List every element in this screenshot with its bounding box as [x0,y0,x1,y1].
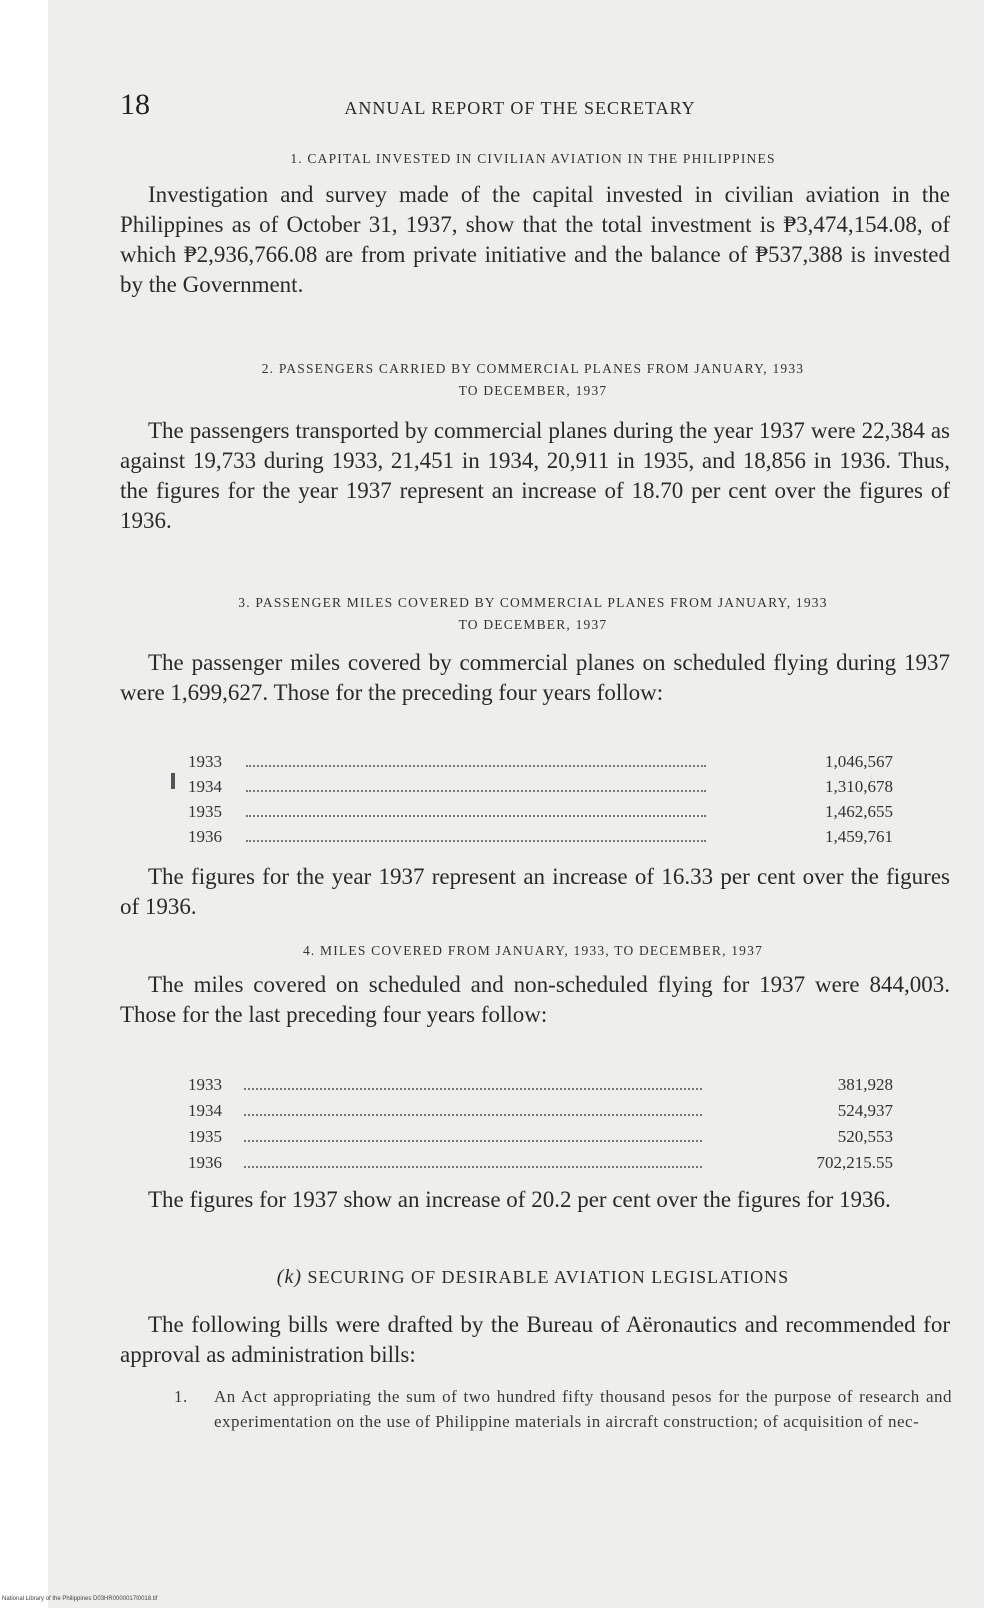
table-value: 1,310,678 [825,777,893,796]
section-1-heading: 1. CAPITAL INVESTED IN CIVILIAN AVIATION IN THE PHILIPPINES [290,151,776,166]
section-2-heading-line-2: TO DECEMBER, 1937 [458,383,608,398]
leader-dots [244,1166,702,1168]
page-header [120,88,920,128]
table-row [188,1099,893,1123]
section-3-heading-line-2: TO DECEMBER, 1937 [458,617,608,632]
leader-dots [246,815,706,817]
margin-mark [171,773,175,789]
table-value: 1,046,567 [825,752,893,771]
section-3-heading-line-1: 3. PASSENGER MILES COVERED BY COMMERCIAL PLANES FROM JANUARY, 1933 [238,595,828,610]
table-value: 381,928 [837,1075,893,1094]
page-number: 18 [120,88,150,121]
list-item-text: An Act appropriating the sum of two hundred fifty thousand pesos for the purpose of research and experimentation on the use of Philippine materials in aircraft construction; of acquisition of nec- [214,1387,952,1431]
document-page [48,0,984,1608]
section-4-heading: 4. MILES COVERED FROM JANUARY, 1933, TO DECEMBER, 1937 [302,943,764,958]
list-item [176,1384,952,1434]
table-row [188,1151,893,1175]
table-year: 1933 [188,1075,222,1094]
table-row [188,775,893,799]
section-1-paragraph: Investigation and survey made of the capital invested in civilian aviation in the Philippines as of October 31, 1937, show that the total investment is ₱3,474,154.08, of which ₱2,936,766.08 are from private initiative and the balance of ₱537,388 is invested by the Government. [120,182,950,297]
running-title: ANNUAL REPORT OF THE SECRETARY [344,98,696,118]
section-2-paragraph: The passengers transported by commercial planes during the year 1937 were 22,384 as against 19,733 during 1933, 21,451 in 1934, 20,911 in 1935, and 18,856 in 1936. Thus, the figures for the year 1937 represent an increase of 18.70 per cent over the figures of 1936. [120,418,950,533]
section-k-heading [118,1266,948,1289]
table-year: 1934 [188,1101,222,1120]
table-year: 1934 [188,777,222,796]
table-value: 1,462,655 [825,802,893,821]
leader-dots [244,1140,702,1142]
table-row [188,1125,893,1149]
section-2-heading-line-1: 2. PASSENGERS CARRIED BY COMMERCIAL PLANES FROM JANUARY, 1933 [261,361,805,376]
section-3-heading [118,592,948,636]
leader-dots [246,765,706,767]
section-k-title: SECURING OF DESIRABLE AVIATION LEGISLATIONS [307,1267,790,1287]
section-k-paragraph: The following bills were drafted by the Bureau of Aëronautics and recommended for approval as administration bills: [120,1312,950,1367]
table-year: 1933 [188,752,222,771]
table-row [188,825,893,849]
table-year: 1935 [188,1127,222,1146]
table-value: 520,553 [837,1127,893,1146]
table-year: 1936 [188,827,222,846]
leader-dots [246,790,706,792]
section-2-heading [118,358,948,402]
scan-footer: National Library of the Philippines D03HR0000017I0018.tif [2,1596,158,1602]
section-4-closing: The figures for 1937 show an increase of 20.2 per cent over the figures for 1936. [148,1187,891,1212]
section-3-closing: The figures for the year 1937 represent an increase of 16.33 per cent over the figures of 1936. [120,864,950,919]
list-item-number: 1. [174,1387,188,1406]
scan-margin [0,0,48,1608]
table-row [188,1073,893,1097]
section-4-paragraph: The miles covered on scheduled and non-scheduled flying for 1937 were 844,003. Those for the last preceding four years follow: [120,972,950,1027]
table-value: 524,937 [837,1101,893,1120]
table-row [188,800,893,824]
table-value: 1,459,761 [825,827,893,846]
leader-dots [246,840,706,842]
leader-dots [244,1088,702,1090]
leader-dots [244,1114,702,1116]
table-row [188,750,893,774]
section-3-paragraph: The passenger miles covered by commercial planes on scheduled flying during 1937 were 1,699,627. Those for the preceding four years follow: [120,650,950,705]
table-year: 1935 [188,802,222,821]
table-value: 702,215.55 [816,1153,893,1172]
section-k-label: (k) [276,1266,302,1288]
table-year: 1936 [188,1153,222,1172]
